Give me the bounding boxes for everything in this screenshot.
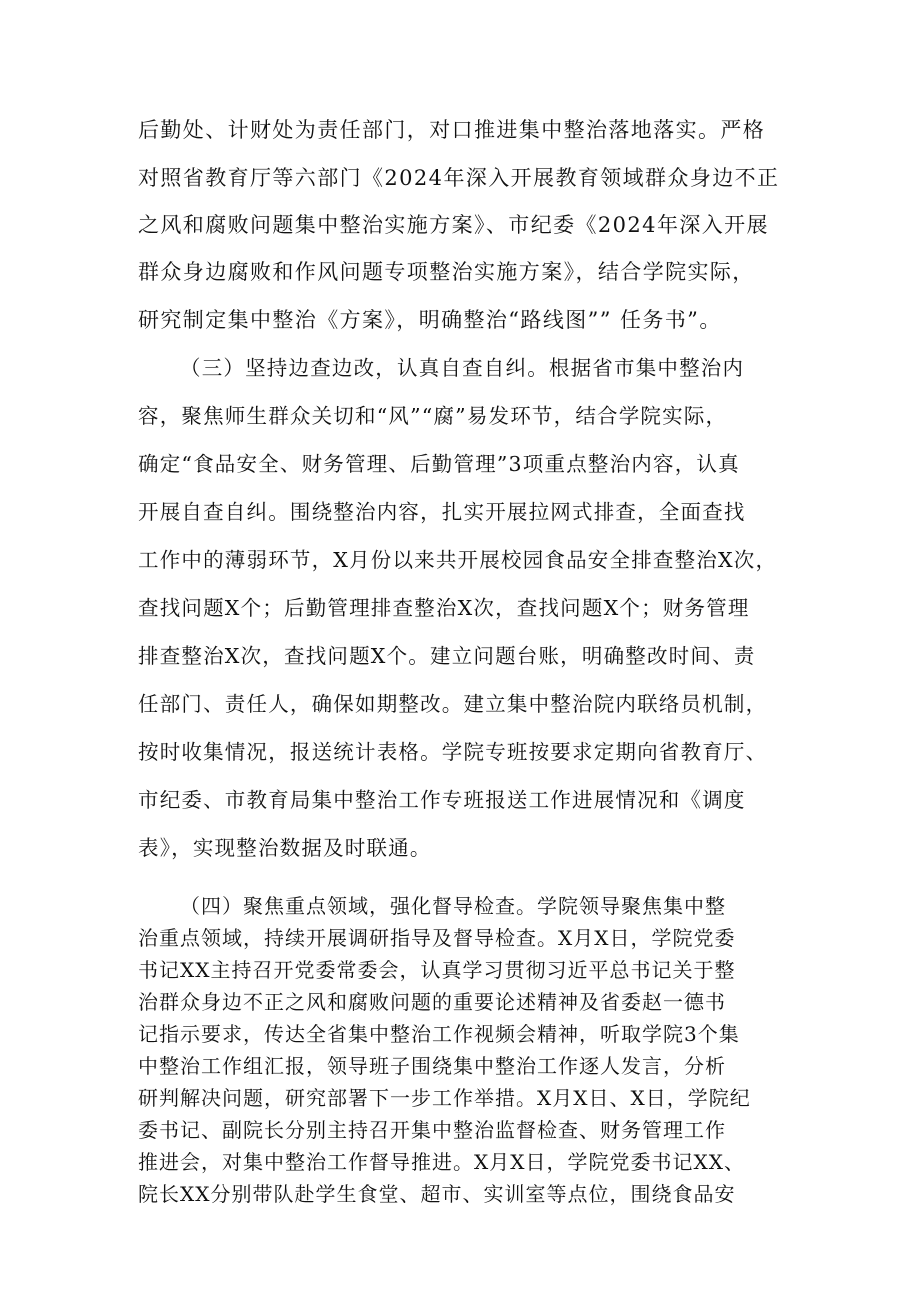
text-line: 按时收集情况，报送统计表格。学院专班按要求定期向省教育厅、 — [138, 740, 768, 764]
text-line: 开展自查自纠。围绕整治内容，扎实开展拉网式排查，全面查找 — [138, 500, 746, 524]
text-line: 治群众身边不正之风和腐败问题的重要论述精神及省委赵一德书 — [138, 990, 726, 1014]
text-line: （四）聚焦重点领域，强化督导检查。学院领导聚焦集中整 — [180, 894, 726, 918]
text-line: 容，聚焦师生群众关切和“风”“腐”易发环节，结合学院实际， — [138, 404, 728, 428]
text-line: 中整治工作组汇报，领导班子围绕集中整治工作逐人发言，分析 — [138, 1054, 726, 1078]
text-line: 排查整治X次，查找问题X个。建立问题台账，明确整改时间、责 — [138, 644, 756, 668]
text-line: 研究制定集中整治《方案》，明确整治“路线图”” 任务书”。 — [138, 308, 722, 332]
text-line: 书记XX主持召开党委常委会，认真学习贯彻习近平总书记关于整 — [138, 958, 736, 982]
text-line: 表》，实现整治数据及时联通。 — [138, 836, 432, 860]
text-line: 记指示要求，传达全省集中整治工作视频会精神，听取学院3个集 — [138, 1022, 740, 1046]
text-line: 对照省教育厅等六部门《2024年深入开展教育领域群众身边不正 — [138, 166, 780, 190]
text-line: 后勤处、计财处为责任部门，对口推进集中整治落地落实。严格 — [138, 118, 766, 142]
text-line: 任部门、责任人，确保如期整改。建立集中整治院内联络员机制， — [138, 692, 768, 716]
text-line: 确定“食品安全、财务管理、后勤管理”3项重点整治内容，认真 — [138, 452, 740, 476]
text-line: （三）坚持边查边改，认真自查自纠。根据省市集中整治内 — [180, 356, 745, 380]
text-line: 群众身边腐败和作风问题专项整治实施方案》，结合学院实际， — [138, 260, 755, 284]
text-line: 之风和腐败问题集中整治实施方案》、市纪委《2024年深入开展 — [138, 213, 769, 237]
text-line: 委书记、副院长分别主持召开集中整治监督检查、财务管理工作 — [138, 1118, 726, 1142]
text-line: 工作中的薄弱环节，X月份以来共开展校园食品安全排查整治X次， — [138, 548, 778, 572]
text-line: 推进会，对集中整治工作督导推进。X月X日，学院党委书记XX、 — [138, 1150, 745, 1174]
text-line: 院长XX分别带队赴学生食堂、超市、实训室等点位，围绕食品安 — [138, 1182, 736, 1206]
text-line: 查找问题X个；后勤管理排查整治X次，查找问题X个；财务管理 — [138, 596, 750, 620]
text-line: 市纪委、市教育局集中整治工作专班报送工作进展情况和《调度 — [138, 788, 746, 812]
text-line: 研判解决问题，研究部署下一步工作举措。X月X日、X日，学院纪 — [138, 1086, 751, 1110]
text-line: 治重点领域，持续开展调研指导及督导检查。X月X日，学院党委 — [138, 926, 736, 950]
